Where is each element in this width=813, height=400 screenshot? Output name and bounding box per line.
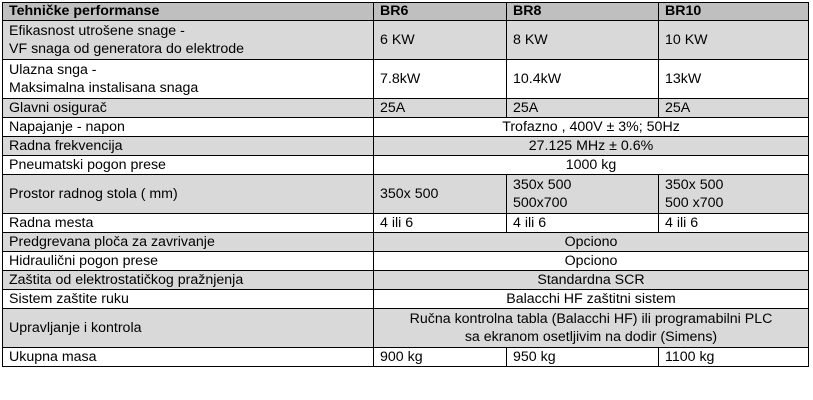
merged-value: Trofazno , 400V ± 3%; 50Hz bbox=[374, 118, 809, 137]
merged-value: Opciono bbox=[374, 233, 809, 252]
value-br6: 25A bbox=[374, 99, 507, 118]
merged-value: 1000 kg bbox=[374, 156, 809, 175]
row-label: Ukupna masa bbox=[3, 348, 374, 367]
value-br6: 6 KW bbox=[374, 21, 507, 60]
row-label-line: Ulazna snga - bbox=[9, 62, 97, 78]
table-header-row bbox=[3, 3, 809, 21]
row-label bbox=[3, 21, 374, 60]
value-br10: 1100 kg bbox=[659, 348, 809, 367]
value-br6: 4 ili 6 bbox=[374, 214, 507, 233]
row-label: Radna frekvencija bbox=[3, 137, 374, 156]
merged-value: Balacchi HF zaštitni sistem bbox=[374, 290, 809, 309]
value-br8: 25A bbox=[507, 99, 659, 118]
row-label: Radna mesta bbox=[3, 214, 374, 233]
row-label-line: Efikasnost utrošene snage - bbox=[9, 23, 185, 39]
row-label: Sistem zaštite ruku bbox=[3, 290, 374, 309]
row-label: Upravljanje i kontrola bbox=[3, 309, 374, 348]
table-row bbox=[3, 118, 809, 137]
value-br6: 900 kg bbox=[374, 348, 507, 367]
spec-table bbox=[2, 2, 809, 367]
row-label: Glavni osigurač bbox=[3, 99, 374, 118]
value-br6: 7.8kW bbox=[374, 60, 507, 99]
row-label: Zaštita od elektrostatičkog pražnjenja bbox=[3, 271, 374, 290]
header-model-br8: BR8 bbox=[507, 3, 659, 21]
value-line: 350x 500 bbox=[513, 177, 572, 193]
value-br8 bbox=[507, 175, 659, 214]
table-row bbox=[3, 214, 809, 233]
table-row bbox=[3, 99, 809, 118]
value-br6: 350x 500 bbox=[374, 175, 507, 214]
value-line: 500x700 bbox=[513, 195, 568, 211]
table-row bbox=[3, 271, 809, 290]
merged-value-line: Ručna kontrolna tabla (Balacchi HF) ili programabilni PLC bbox=[409, 311, 773, 327]
table-row bbox=[3, 309, 809, 348]
value-br10 bbox=[659, 175, 809, 214]
value-br10: 25A bbox=[659, 99, 809, 118]
value-br8: 950 kg bbox=[507, 348, 659, 367]
row-label: Predgrevana ploča za zavrivanje bbox=[3, 233, 374, 252]
merged-value: Opciono bbox=[374, 252, 809, 271]
value-line: 350x 500 bbox=[665, 177, 724, 193]
table-row bbox=[3, 233, 809, 252]
table-row bbox=[3, 137, 809, 156]
header-title: Tehničke performanse bbox=[3, 3, 374, 21]
row-label: Napajanje - napon bbox=[3, 118, 374, 137]
row-label-line: VF snaga od generatora do elektrode bbox=[9, 41, 245, 57]
table-row bbox=[3, 252, 809, 271]
row-label: Hidraulični pogon prese bbox=[3, 252, 374, 271]
row-label-line: Maksimalna instalisana snaga bbox=[9, 80, 199, 96]
value-line: 500 x700 bbox=[665, 195, 724, 211]
row-label: Prostor radnog stola ( mm) bbox=[3, 175, 374, 214]
value-br10: 10 KW bbox=[659, 21, 809, 60]
table-row bbox=[3, 175, 809, 214]
value-br10: 4 ili 6 bbox=[659, 214, 809, 233]
merged-value: Standardna SCR bbox=[374, 271, 809, 290]
row-label: Pneumatski pogon prese bbox=[3, 156, 374, 175]
table-row bbox=[3, 156, 809, 175]
table-row bbox=[3, 348, 809, 367]
value-br10: 13kW bbox=[659, 60, 809, 99]
value-br8: 8 KW bbox=[507, 21, 659, 60]
table-row bbox=[3, 290, 809, 309]
row-label bbox=[3, 60, 374, 99]
value-br8: 10.4kW bbox=[507, 60, 659, 99]
merged-value: 27.125 MHz ± 0.6% bbox=[374, 137, 809, 156]
table-row bbox=[3, 21, 809, 60]
table-row bbox=[3, 60, 809, 99]
merged-value bbox=[374, 309, 809, 348]
value-br8: 4 ili 6 bbox=[507, 214, 659, 233]
header-model-br10: BR10 bbox=[659, 3, 809, 21]
header-model-br6: BR6 bbox=[374, 3, 507, 21]
merged-value-line: sa ekranom osetljivim na dodir (Simens) bbox=[464, 329, 718, 345]
